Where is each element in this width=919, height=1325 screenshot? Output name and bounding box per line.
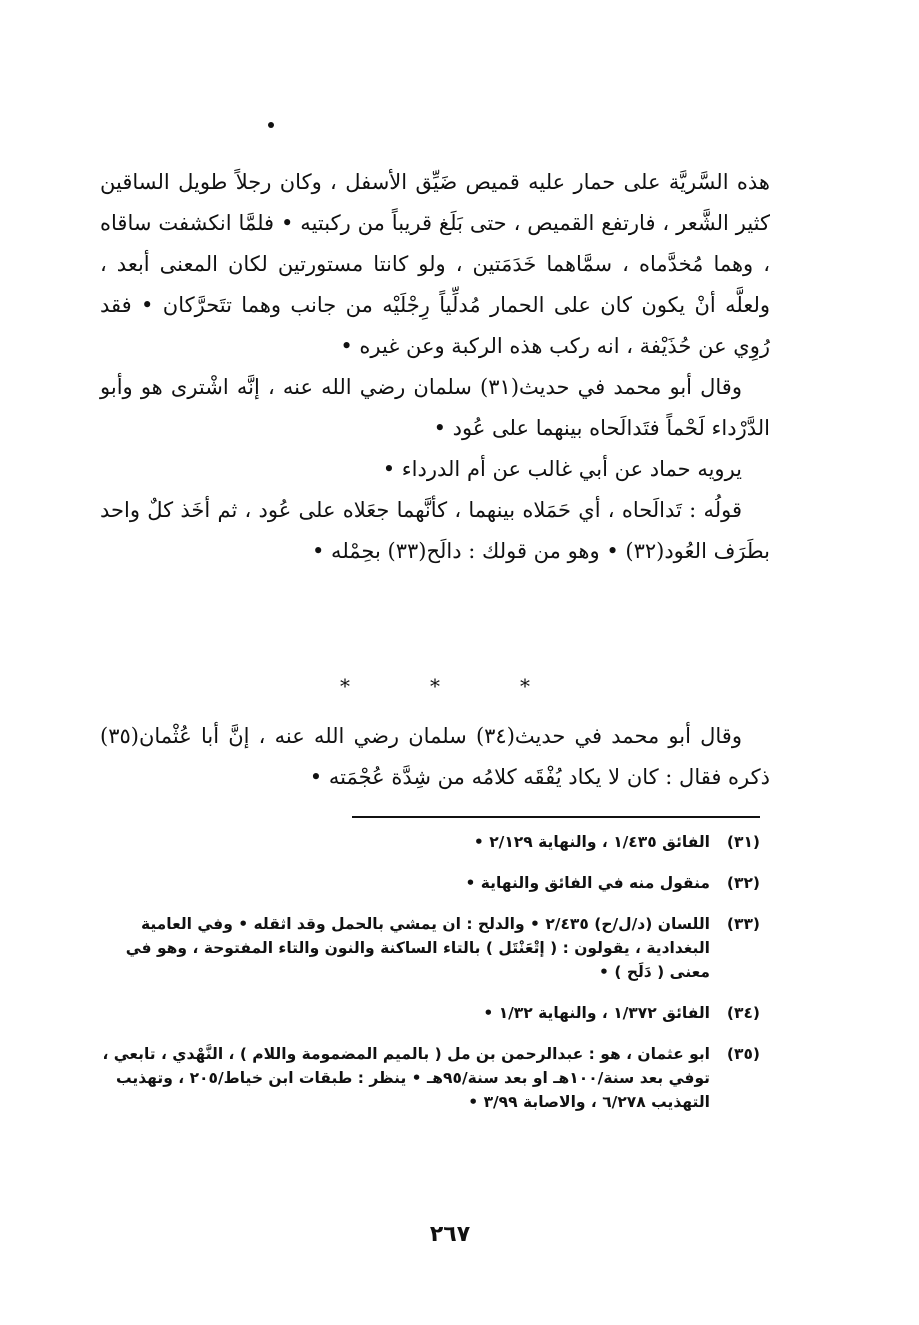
footnote-number: (٣٢) [726, 874, 760, 892]
footnote-text: الفائق ١/٤٣٥ ، والنهاية ٢/١٢٩ • [473, 833, 710, 851]
footnote-text: ابو عثمان ، هو : عبدالرحمن بن مل ( بالميم المضمومة واللام ) ، النَّهْدي ، تابعي ، توفي بعد سنة/١٠٠هـ او بعد سنة/٩٥هـ • ينظر : طبقات ابن خياط/٢٠٥ ، وتهذيب التهذيب ٦/٢٧٨ ، والاصابة ٣/٩٩ • [102, 1045, 710, 1111]
footnote-31 [100, 826, 760, 854]
star-icon: * [430, 674, 440, 698]
paragraph-3: يرويه حماد عن أبي غالب عن أم الدرداء • [382, 457, 742, 481]
paragraph-4: قولُه : تَدالَحاه ، أي حَمَلاه بينهما ، كأنَّهما جعَلاه على عُود ، ثم أخَذ كلٌ واحد بطَرَف العُود(٣٢) • وهو من قولك : دالَح(٣٣) بحِمْله • [100, 498, 770, 563]
paragraph-1: هذه السَّريَّة على حمار عليه قميص ضَيِّق الأسفل ، وكان رجلاً طويل الساقين كثير الشَّعر ، فارتفع القميص ، حتى بَلَغ قريباً من ركبتيه • فلمَّا انكشفت ساقاه ، وهما مُخدَّماه ، سمَّاهما خَدَمَتين ، ولو كانتا مستورتين لكان المعنى أبعد ، ولعلَّه أنْ يكون كان على الحمار مُدلِّياً رِجْلَيْه من جانب وهما تتَحرَّكان • فقد رُوِي عن حُذَيْفة ، انه ركب هذه الركبة وعن غيره • [100, 170, 770, 358]
main-text-upper [100, 162, 770, 572]
star-icon: * [340, 674, 350, 698]
page-number: ٢٦٧ [429, 1222, 471, 1247]
paragraph-5: وقال أبو محمد في حديث(٣٤) سلمان رضي الله عنه ، إنَّ أبا عُثْمان(٣٥) ذكره فقال : كان لا يكاد يُفْقَه كلامُه من شِدَّة عُجْمَته • [100, 724, 770, 789]
footnote-number: (٣١) [726, 833, 760, 851]
footnote-number: (٣٣) [726, 915, 760, 933]
footnotes [100, 826, 760, 1127]
footnote-separator [352, 816, 760, 818]
footnote-number: (٣٥) [726, 1045, 760, 1063]
top-dot-mark [268, 122, 274, 128]
footnote-33 [100, 908, 760, 984]
footnote-32 [100, 867, 760, 895]
footnote-text: الفائق ١/٣٧٢ ، والنهاية ١/٣٢ • [483, 1004, 710, 1022]
footnote-text: منقول منه في الفائق والنهاية • [465, 874, 710, 892]
footnote-number: (٣٤) [726, 1004, 760, 1022]
main-text-lower [100, 716, 770, 798]
footnote-34 [100, 997, 760, 1025]
paragraph-2: وقال أبو محمد في حديث(٣١) سلمان رضي الله عنه ، إنَّه اشْترى هو وأبو الدَّرْداء لَحْماً فتَدالَحاه بينهما على عُود • [100, 375, 770, 440]
star-icon: * [520, 674, 530, 698]
section-divider-stars [340, 672, 530, 700]
footnote-text: اللسان (د/ل/ح) ٢/٤٣٥ • والدلح : ان يمشي بالحمل وقد اثقله • وفي العامية البغدادية ، يقولون : ( إتْعَنْتَل ) بالتاء الساكنة والنون والتاء المفتوحة ، وهو في معنى ( دَلَح ) • [125, 915, 710, 981]
footnote-35 [100, 1038, 760, 1114]
